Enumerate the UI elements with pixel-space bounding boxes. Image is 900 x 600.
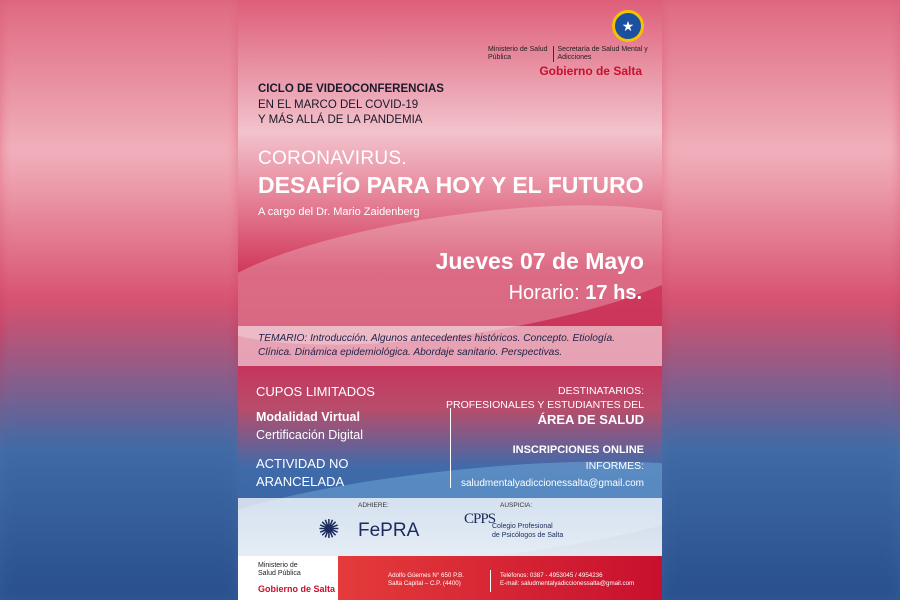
footer-contact [500, 572, 634, 588]
actividad-line1: ACTIVIDAD NO [256, 456, 349, 471]
cpps-name-line1: Colegio Profesional [492, 523, 553, 530]
footer-gobierno: Gobierno de Salta [258, 584, 336, 594]
actividad-no-arancelada [256, 455, 348, 490]
footer-ministry [258, 562, 301, 579]
ministry-right: Secretaría de Salud Mental y Adicciones [557, 46, 648, 62]
modalidad-virtual: Modalidad Virtual [256, 410, 360, 424]
destinatarios [446, 384, 644, 412]
ciclo-line1: CICLO DE VIDEOCONFERENCIAS [258, 83, 444, 95]
ministry-names [488, 46, 648, 62]
salta-seal-icon: ★ [612, 10, 644, 42]
destinatarios-value: PROFESIONALES Y ESTUDIANTES DEL [445, 399, 644, 412]
inscripciones-online: INSCRIPCIONES ONLINE [512, 444, 644, 456]
fepra-name: FePRA [358, 520, 420, 541]
cupos-limitados: CUPOS LIMITADOS [256, 384, 375, 399]
blurred-background-right [662, 0, 900, 600]
footer [238, 556, 662, 600]
speaker-prefix: A cargo del [258, 206, 314, 218]
blurred-background-left [0, 0, 238, 600]
area-de-salud: ÁREA DE SALUD [537, 412, 644, 427]
event-poster [238, 0, 662, 600]
footer-email[interactable]: E-mail: saludmentalyadiccionessalta@gmail.com [500, 580, 635, 588]
speaker-line [258, 206, 419, 218]
informes-label: INFORMES: [585, 460, 644, 472]
footer-address [388, 572, 464, 588]
divider [553, 46, 554, 62]
footer-phones: Teléfonos: 0387 - 4953045 / 4954236 [500, 572, 603, 579]
title-line1: CORONAVIRUS. [258, 148, 407, 169]
ministry-left: Ministerio de Salud Pública [488, 46, 548, 62]
ciclo-line3: Y MÁS ALLÁ DE LA PANDEMIA [258, 114, 423, 127]
cpps-name-line2: de Psicólogos de Salta [492, 532, 564, 540]
destinatarios-label: DESTINATARIOS: [558, 385, 644, 397]
certificacion-digital: Certificación Digital [256, 428, 363, 442]
cpps-name [492, 522, 563, 540]
ciclo-heading [258, 82, 444, 129]
title-line2: DESAFÍO PARA HOY Y EL FUTURO [258, 172, 644, 198]
fepra-logo-icon: ✺ [318, 514, 340, 544]
government-logo-block [488, 10, 648, 78]
partners-strip [238, 498, 662, 556]
event-date: Jueves 07 de Mayo [435, 248, 644, 274]
contact-email[interactable]: saludmentalyadiccionessalta@gmail.com [460, 478, 644, 489]
adhiere-label: ADHIERE: [358, 502, 389, 509]
divider [450, 408, 451, 488]
horario-label: Horario: [508, 282, 580, 304]
cpps-logo: CPPS [464, 511, 496, 527]
footer-ministry-line2: Salud Pública [258, 570, 301, 578]
footer-address-line1: Adolfo Güemes N° 650 P.B. [388, 572, 464, 579]
footer-address-line2: Salta Capital – C.P. (4400) [388, 580, 461, 588]
auspicia-label: AUSPICIA: [500, 502, 533, 509]
speaker-name: Dr. Mario Zaidenberg [316, 206, 420, 218]
gobierno-label: Gobierno de Salta [539, 64, 642, 79]
footer-ministry-line1: Ministerio de [258, 562, 298, 569]
ciclo-line2: EN EL MARCO DEL COVID-19 [258, 98, 419, 111]
horario-value: 17 hs. [585, 282, 642, 304]
divider [490, 570, 491, 592]
event-time [509, 282, 642, 305]
actividad-line2: ARANCELADA [256, 473, 345, 489]
temario-text: TEMARIO: Introducción. Algunos antecedentes históricos. Concepto. Etiología. Clínica. Dinámica epidemiológica. Abordaje sanitario. Perspectivas. [238, 326, 662, 366]
